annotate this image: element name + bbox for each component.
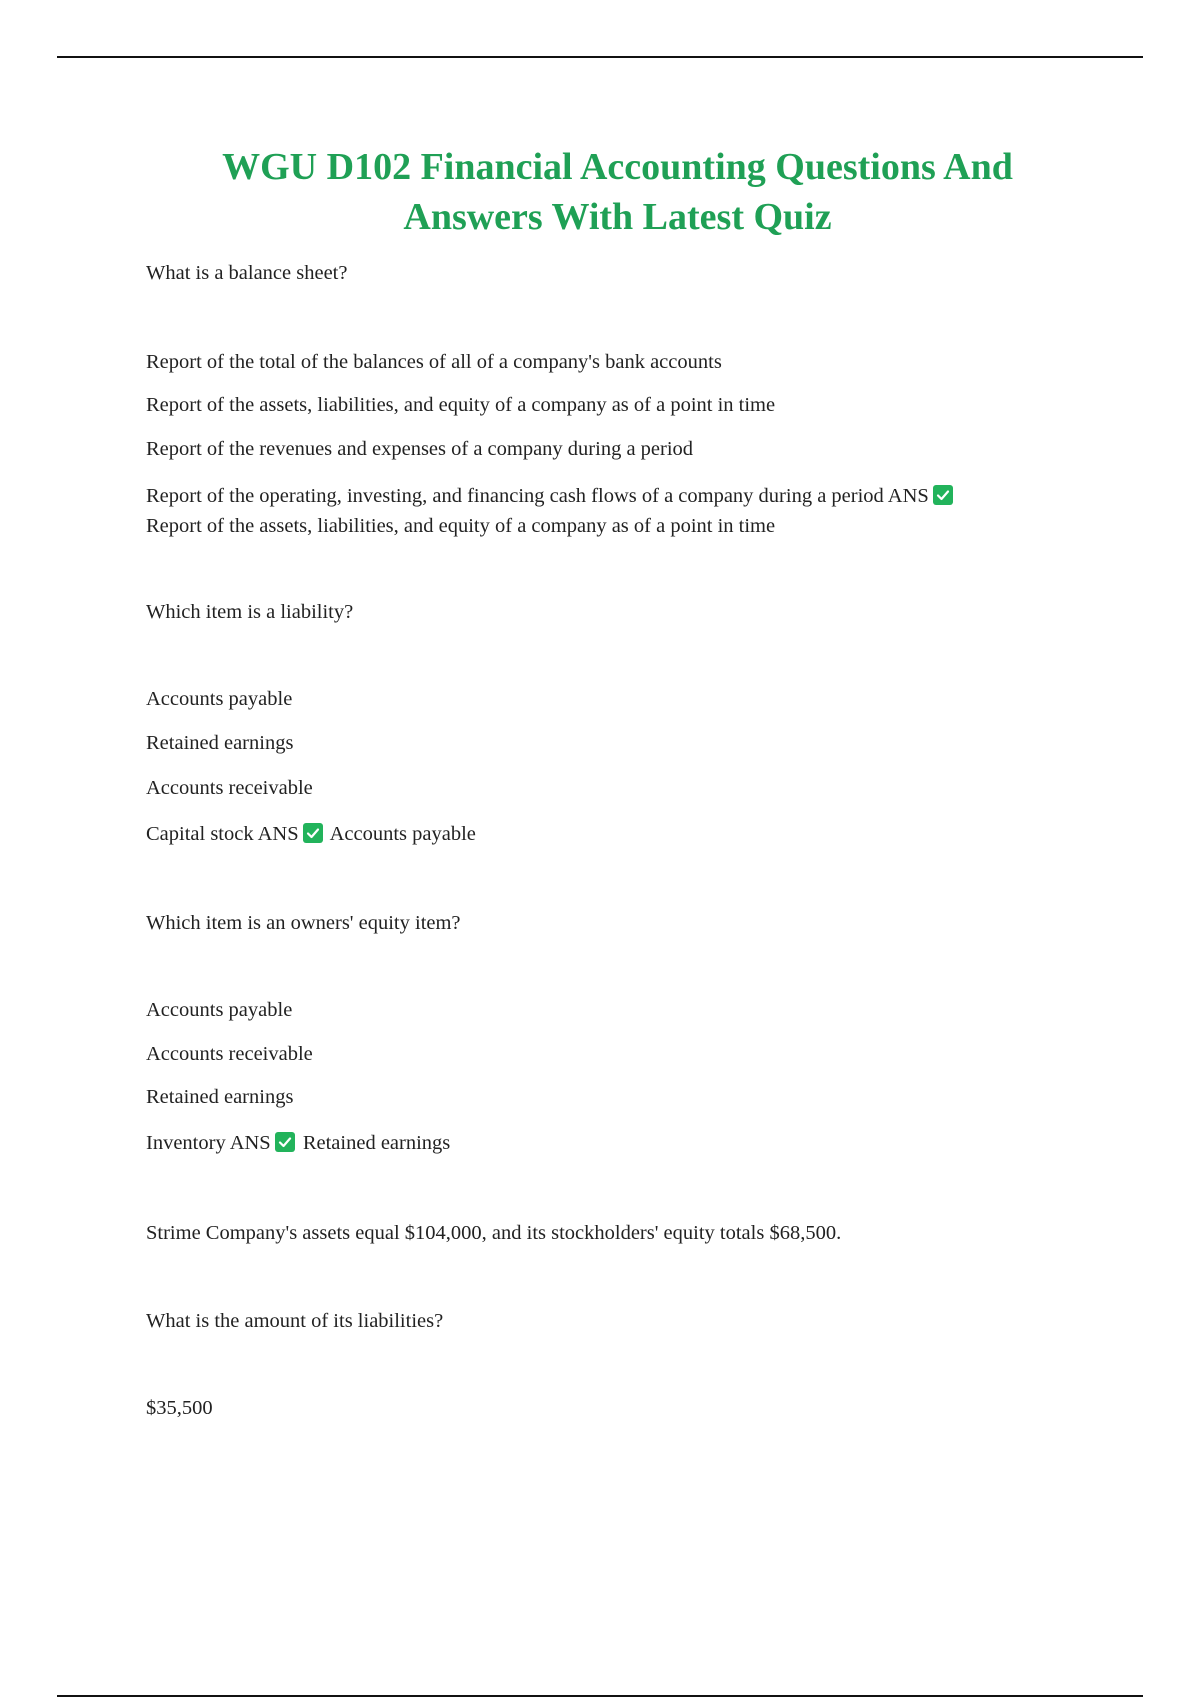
bottom-rule (57, 1695, 1143, 1697)
q3-question: Which item is an owners' equity item? (146, 912, 461, 934)
q1-option-1: Report of the total of the balances of all of a company's bank accounts (146, 351, 722, 373)
q2-option-1: Accounts payable (146, 688, 293, 710)
q1-option-2: Report of the assets, liabilities, and equity of a company as of a point in time (146, 394, 776, 416)
q3-option-3: Retained earnings (146, 1086, 294, 1108)
q3-answer: Retained earnings (302, 1132, 451, 1154)
q1-answer: Report of the assets, liabilities, and equity of a company as of a point in time (146, 515, 776, 537)
q1-question: What is a balance sheet? (146, 262, 348, 284)
title-line-1: WGU D102 Financial Accounting Questions And (222, 146, 1013, 188)
title-line-2: Answers With Latest Quiz (403, 196, 832, 238)
q2-option-2: Retained earnings (146, 732, 294, 754)
q4-answer: $35,500 (146, 1397, 213, 1419)
check-mark-icon (303, 823, 323, 843)
q2-question: Which item is a liability? (146, 601, 354, 623)
q4-statement: Strime Company's assets equal $104,000, and its stockholders' equity totals $68,500. (146, 1222, 842, 1244)
q1-option-4 (146, 481, 956, 511)
top-rule (57, 56, 1143, 58)
q1-option-3: Report of the revenues and expenses of a company during a period (146, 438, 694, 460)
q1-option-4-text: Report of the operating, investing, and financing cash flows of a company during a period ANS (146, 485, 929, 507)
q4-question: What is the amount of its liabilities? (146, 1310, 444, 1332)
q3-option-1: Accounts payable (146, 999, 293, 1021)
check-mark-icon (933, 485, 953, 505)
q2-option-3: Accounts receivable (146, 777, 313, 799)
q3-option-4 (146, 1128, 450, 1158)
check-mark-icon (275, 1132, 295, 1152)
q2-answer: Accounts payable (329, 823, 476, 845)
q3-option-2: Accounts receivable (146, 1043, 313, 1065)
q2-option-4 (146, 819, 476, 849)
q3-option-4-text: Inventory ANS (146, 1132, 271, 1154)
q2-option-4-text: Capital stock ANS (146, 823, 299, 845)
document-title (150, 142, 1085, 242)
